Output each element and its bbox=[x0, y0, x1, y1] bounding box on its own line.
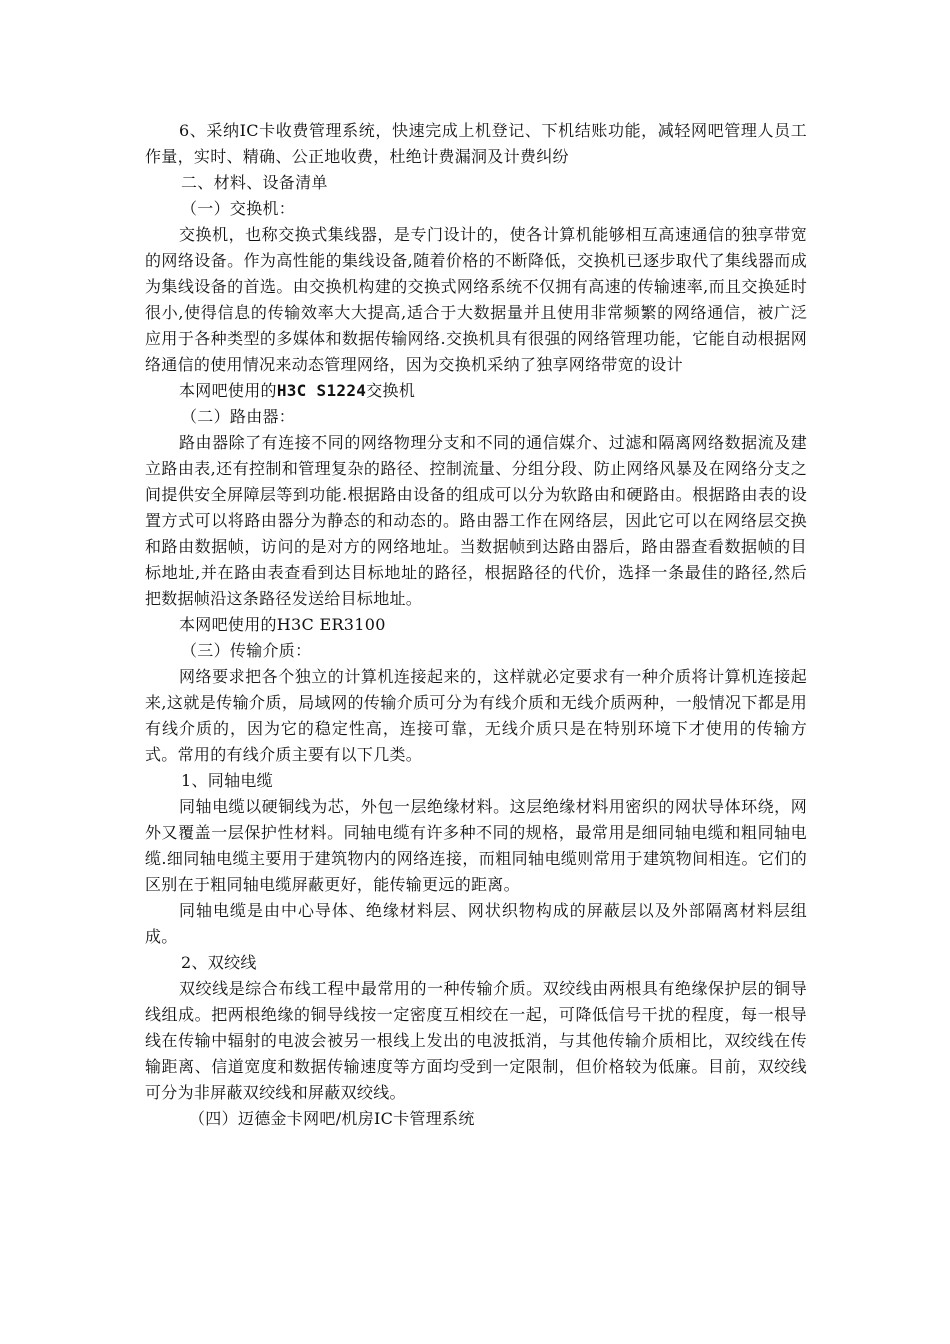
switch-model-name: H3C S1224 bbox=[276, 381, 367, 400]
heading-switch: （一）交换机： bbox=[181, 199, 296, 218]
heading-router: （二）路由器： bbox=[181, 407, 296, 426]
paragraph-router-model: 本网吧使用的H3C ER3100 bbox=[179, 615, 386, 634]
paragraph-router: 路由器除了有连接不同的网络物理分支和不同的通信媒介、过滤和隔离网络数据流及建立路由表,还有控制和管理复杂的路径、控制流量、分组分段、防止网络风暴及在网络分支之间提供安全屏障层等到功能.根据路由设备的组成可以分为软路由和硬路由。根据路由表的设置方式可以将路由器分为静态的和动态的。路由器工作在网络层，因此它可以在网络层交换和路由数据帧，访问的是对方的网络地址。当数据帧到达路由器后，路由器查看数据帧的目标地址,并在路由表查看到达目标地址的路径，根据路径的代价，选择一条最佳的路径,然后把数据帧沿这条路径发送给目标地址。 bbox=[145, 433, 807, 608]
heading-media: （三）传输介质： bbox=[181, 641, 312, 660]
heading-ic-card-system: （四）迈德金卡网吧/机房IC卡管理系统 bbox=[189, 1109, 475, 1128]
paragraph-coax-1: 同轴电缆以硬铜线为芯，外包一层绝缘材料。这层绝缘材料用密织的网状导体环绕，网外又覆盖一层保护性材料。同轴电缆有许多种不同的规格，最常用是细同轴电缆和粗同轴电缆.细同轴电缆主要用于建筑物内的网络连接，而粗同轴电缆则常用于建筑物间相连。它们的区别在于粗同轴电缆屏蔽更好，能传输更远的距离。 bbox=[145, 797, 807, 894]
switch-model-suffix: 交换机 bbox=[366, 381, 416, 400]
document-body bbox=[145, 118, 807, 1132]
paragraph-ic-card: 6、采纳IC卡收费管理系统，快速完成上机登记、下机结账功能，减轻网吧管理人员工作量，实时、精确、公正地收费，杜绝计费漏洞及计费纠纷 bbox=[145, 121, 807, 166]
paragraph-twisted-pair: 双绞线是综合布线工程中最常用的一种传输介质。双绞线由两根具有绝缘保护层的铜导线组成。把两根绝缘的铜导线按一定密度互相绞在一起，可降低信号干扰的程度，每一根导线在传输中辐射的电波会被另一根线上发出的电波抵消，与其他传输介质相比，双绞线在传输距离、信道宽度和数据传输速度等方面均受到一定限制，但价格较为低廉。目前，双绞线可分为非屏蔽双绞线和屏蔽双绞线。 bbox=[145, 979, 807, 1102]
paragraph-switch-model bbox=[145, 378, 807, 404]
paragraph-switch: 交换机，也称交换式集线器，是专门设计的，使各计算机能够相互高速通信的独享带宽的网络设备。作为高性能的集线设备,随着价格的不断降低，交换机已逐步取代了集线器而成为集线设备的首选。由交换机构建的交换式网络系统不仅拥有高速的传输速率,而且交换延时很小,使得信息的传输效率大大提高,适合于大数据量并且使用非常频繁的网络通信，被广泛应用于各种类型的多媒体和数据传输网络.交换机具有很强的网络管理功能，它能自动根据网络通信的使用情况来动态管理网络，因为交换机采纳了独享网络带宽的设计 bbox=[145, 225, 807, 374]
heading-materials: 二、材料、设备清单 bbox=[181, 173, 328, 192]
paragraph-coax-2: 同轴电缆是由中心导体、绝缘材料层、网状织物构成的屏蔽层以及外部隔离材料层组成。 bbox=[145, 901, 807, 946]
heading-coax: 1、同轴电缆 bbox=[181, 771, 273, 790]
paragraph-media: 网络要求把各个独立的计算机连接起来的，这样就必定要求有一种介质将计算机连接起来,这就是传输介质，局域网的传输介质可分为有线介质和无线介质两种，一般情况下都是用有线介质的，因为它的稳定性高，连接可靠，无线介质只是在特别环境下才使用的传输方式。常用的有线介质主要有以下几类。 bbox=[145, 667, 807, 764]
switch-model-prefix: 本网吧使用的 bbox=[179, 381, 277, 400]
heading-twisted-pair: 2、双绞线 bbox=[181, 953, 257, 972]
